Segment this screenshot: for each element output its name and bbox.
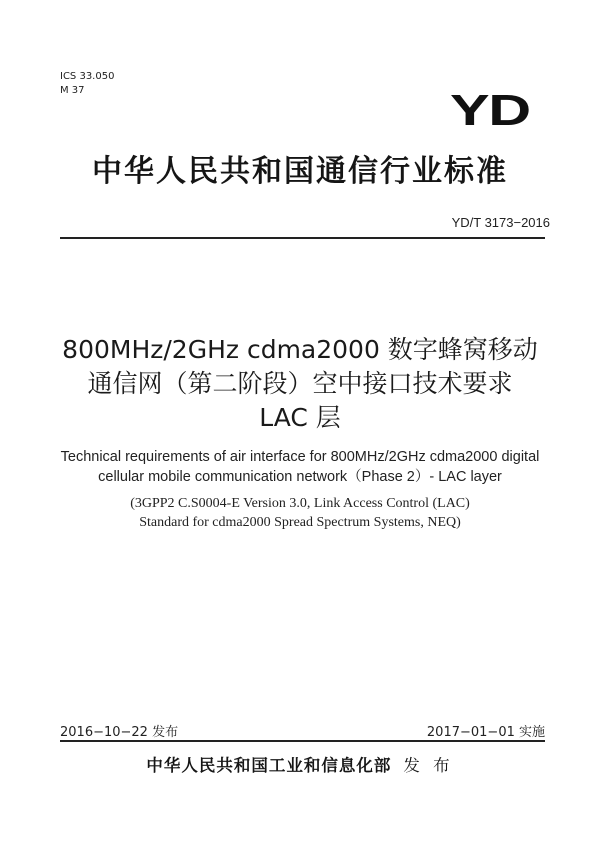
chinese-title-line: 通信网（第二阶段）空中接口技术要求 xyxy=(87,369,513,398)
classification-codes xyxy=(60,70,114,98)
english-title xyxy=(0,447,600,487)
publisher xyxy=(0,752,600,776)
chinese-title-line: LAC 层 xyxy=(259,403,341,432)
ics-code: ICS 33.050 xyxy=(60,71,115,82)
reference-line: Standard for cdma2000 Spread Spectrum Systems, NEQ) xyxy=(139,515,461,530)
reference-line: (3GPP2 C.S0004-E Version 3.0, Link Access Control (LAC) xyxy=(130,496,470,511)
yd-logo: YD xyxy=(450,86,530,135)
chinese-title xyxy=(0,333,600,435)
implementation-date: 2017−01−01 实施 xyxy=(426,725,545,740)
publisher-suffix: 发 布 xyxy=(403,756,454,775)
chinese-title-line: 800MHz/2GHz cdma2000 数字蜂窝移动 xyxy=(62,335,538,364)
standard-title: 中华人民共和国通信行业标准 xyxy=(92,154,508,189)
top-divider xyxy=(60,237,545,239)
bottom-divider xyxy=(60,740,545,742)
issue-date: 2016−10−22 发布 xyxy=(60,725,179,740)
english-title-line: Technical requirements of air interface for 800MHz/2GHz cdma2000 digital xyxy=(60,449,540,465)
standard-number: YD/T 3173−2016 xyxy=(451,215,550,230)
class-code: M 37 xyxy=(60,85,85,96)
publisher-name: 中华人民共和国工业和信息化部 xyxy=(146,756,392,775)
english-title-line: cellular mobile communication network（Phase 2）- LAC layer xyxy=(98,469,502,485)
reference-standard xyxy=(0,494,600,532)
